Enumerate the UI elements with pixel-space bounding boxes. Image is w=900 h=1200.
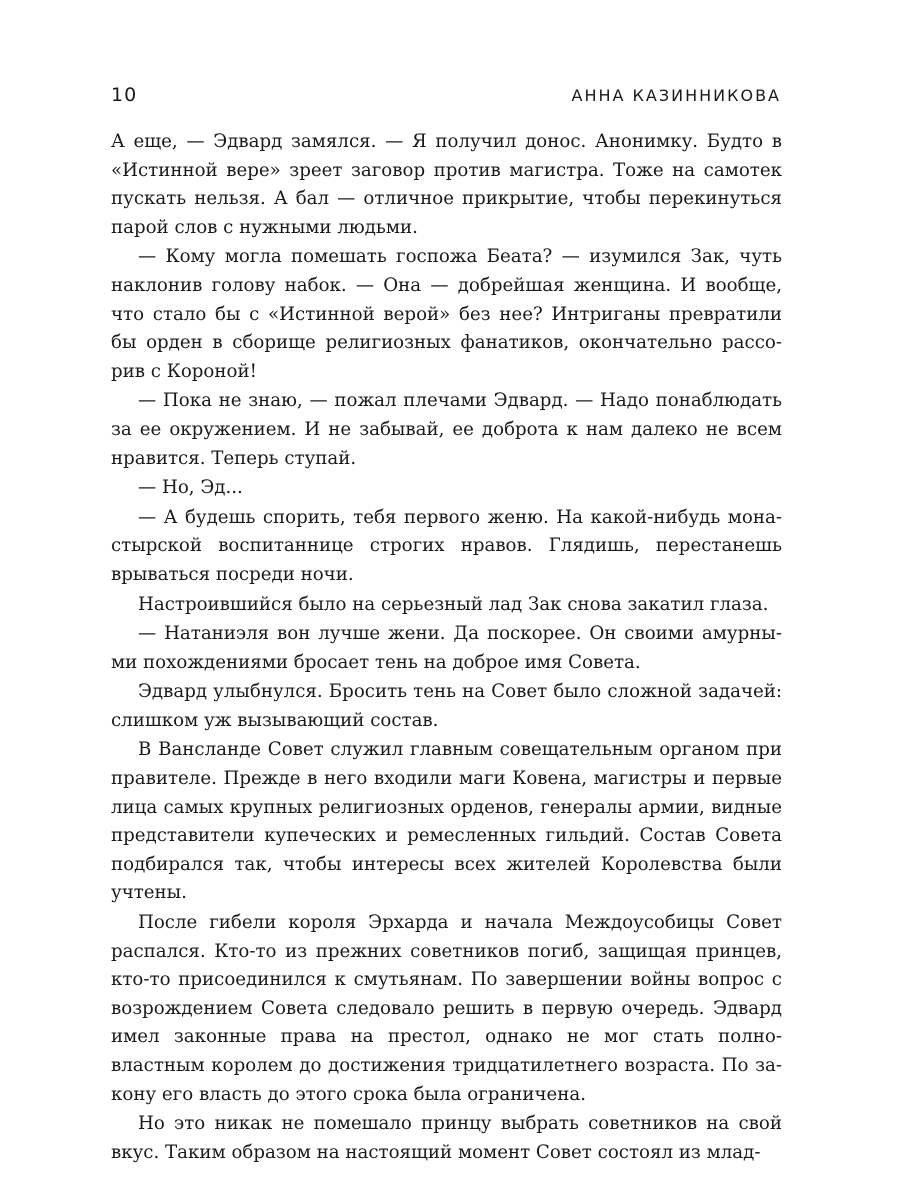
running-head <box>111 84 781 112</box>
author-name: АННА КАЗИННИКОВА <box>571 86 781 105</box>
page-number: 10 <box>111 84 138 106</box>
paragraph: Но это никак не помешало принцу выбрать советников на свой вкус. Таким образом на настоящий момент Совет состоял из млад- <box>111 1113 782 1163</box>
paragraph: — Кому могла помешать госпожа Беата? — изумился Зак, чуть наклонив голову набок. — Она — добрейшая женщина. И вообще, что стало бы с «Истинной верой» без нее? Интриганы превратили бы орден в сборище религиозных фанатиков, окончательно рассорив с Короной! <box>111 246 782 382</box>
paragraph: — Но, Эд... <box>138 477 243 499</box>
paragraph: — Пока не знаю, — пожал плечами Эдвард. — Надо понаблюдать за ее окружением. И не забывай, ее доброта к нам далеко не всем нравится. Теперь ступай. <box>111 390 782 469</box>
paragraph: В Вансланде Совет служил главным совещательным органом при правителе. Прежде в него входили маги Ковена, магистры и первые лица самых крупных религиозных орденов, генералы армии, видные представители купеческих и ремесленных гильдий. Состав Совета подбирался так, чтобы интересы всех жителей Королевства были учтены. <box>111 739 782 904</box>
paragraph: После гибели короля Эрхарда и начала Междоусобицы Совет распался. Кто-то из прежних советников погиб, защищая принцев, кто-то присоединился к смутьянам. По завершении войны вопрос с возрождением Совета следовало решить в первую очередь. Эдвард имел законные права на престол, однако не мог стать полновластным королем до достижения тридцатилетнего возраста. По закону его власть до этого срока была ограничена. <box>111 912 782 1105</box>
body-text <box>111 128 782 1168</box>
paragraph: А еще, — Эдвард замялся. — Я получил донос. Анонимку. Будто в «Истинной вере» зреет заговор против магистра. Тоже на самотек пускать нельзя. А бал — отличное прикрытие, чтобы перекинуться парой слов с нужными людьми. <box>111 131 782 238</box>
paragraph: Эдвард улыбнулся. Бросить тень на Совет было сложной задачей: слишком уж вызывающий состав. <box>111 681 782 731</box>
paragraph: — Натаниэля вон лучше жени. Да поскорее. Он своими амурными похождениями бросает тень на доброе имя Совета. <box>111 623 782 673</box>
paragraph: Настроившийся было на серьезный лад Зак снова закатил глаза. <box>138 593 769 615</box>
paragraph: — А будешь спорить, тебя первого женю. На какой-нибудь монастырской воспитаннице строгих нравов. Глядишь, перестанешь врываться посреди ночи. <box>111 506 782 585</box>
